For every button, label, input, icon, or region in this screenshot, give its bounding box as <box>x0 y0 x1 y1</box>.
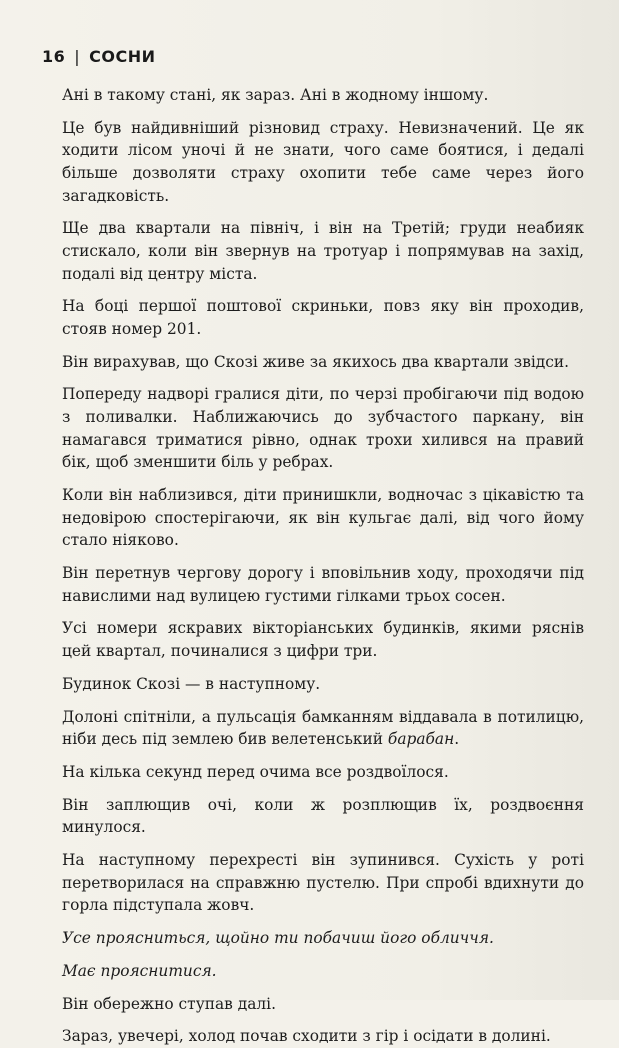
italic-thought: Усе проясниться, щойно ти побачиш його обличчя. <box>62 929 494 948</box>
italic-thought: Має прояснитися. <box>62 961 217 980</box>
paragraph: Він заплющив очі, коли ж розплющив їх, роздвоєння минулося. <box>62 795 584 837</box>
paragraph: Попереду надворі гралися діти, по черзі пробігаючи під водою з поливалки. Наближаючись до зубчастого паркану, він намагався триматися рівно, однак трохи хилився на правий бік, щоб зменшити біль у ребрах. <box>62 385 584 472</box>
paragraph: Він перетнув чергову дорогу і вповільнив ходу, проходячи під навислими над вулицею густими гілками трьох сосен. <box>62 564 584 605</box>
paragraph: На боці першої поштової скриньки, повз яку він проходив, стояв номер 201. <box>62 297 584 338</box>
paragraph: Зараз, увечері, холод почав сходити з гір і осідати в долині. <box>62 1027 551 1046</box>
paragraph <box>62 706 584 751</box>
paragraph: Ані в такому стані, як зараз. Ані в жодному іншому. <box>62 86 489 104</box>
paragraph-text: Долоні спітніли, а пульсація бамканням віддавала в потилицю, ніби десь під землею бив велетенський <box>62 707 584 749</box>
paragraph: На наступному перехресті він зупинився. Сухість у роті перетворилася на справжню пустелю. При спробі вдихнути до горла підступала жовч. <box>62 851 584 915</box>
paragraph: Коли він наблизився, діти принишкли, водночас з цікавістю та недовірою спостерігаючи, як він кульгає далі, від чого йому стало ніяково. <box>62 486 584 550</box>
page-number: 16 <box>42 47 66 66</box>
paragraph: Він вирахував, що Скозі живе за якихось два квартали звідси. <box>62 352 570 371</box>
paragraph: На кілька секунд перед очима все роздвоїлося. <box>62 762 449 781</box>
paragraph-text: . <box>454 730 460 749</box>
emphasized-word: барабан <box>387 730 455 749</box>
paragraph: Ще два квартали на північ, і він на Третій; груди неабияк стискало, коли він звернув на тротуар і попрямував на захід, подалі від центру міста. <box>62 219 584 283</box>
paragraph: Це був найдивніший різновид страху. Невизначений. Це як ходити лісом уночі й не знати, чого саме боятися, і дедалі більше дозволяти страху охопити тебе саме через його загадковість. <box>62 118 584 205</box>
running-title: СОСНИ <box>89 47 156 66</box>
paragraph: Будинок Скозі — в наступному. <box>62 674 321 693</box>
running-head <box>42 47 156 66</box>
paragraph: Усі номери яскравих вікторіанських будинків, якими ряснів цей квартал, починалися з цифри три. <box>62 619 584 660</box>
paragraph: Він обережно ступав далі. <box>62 994 276 1013</box>
body-text <box>62 84 584 1048</box>
header-separator: | <box>74 47 81 66</box>
